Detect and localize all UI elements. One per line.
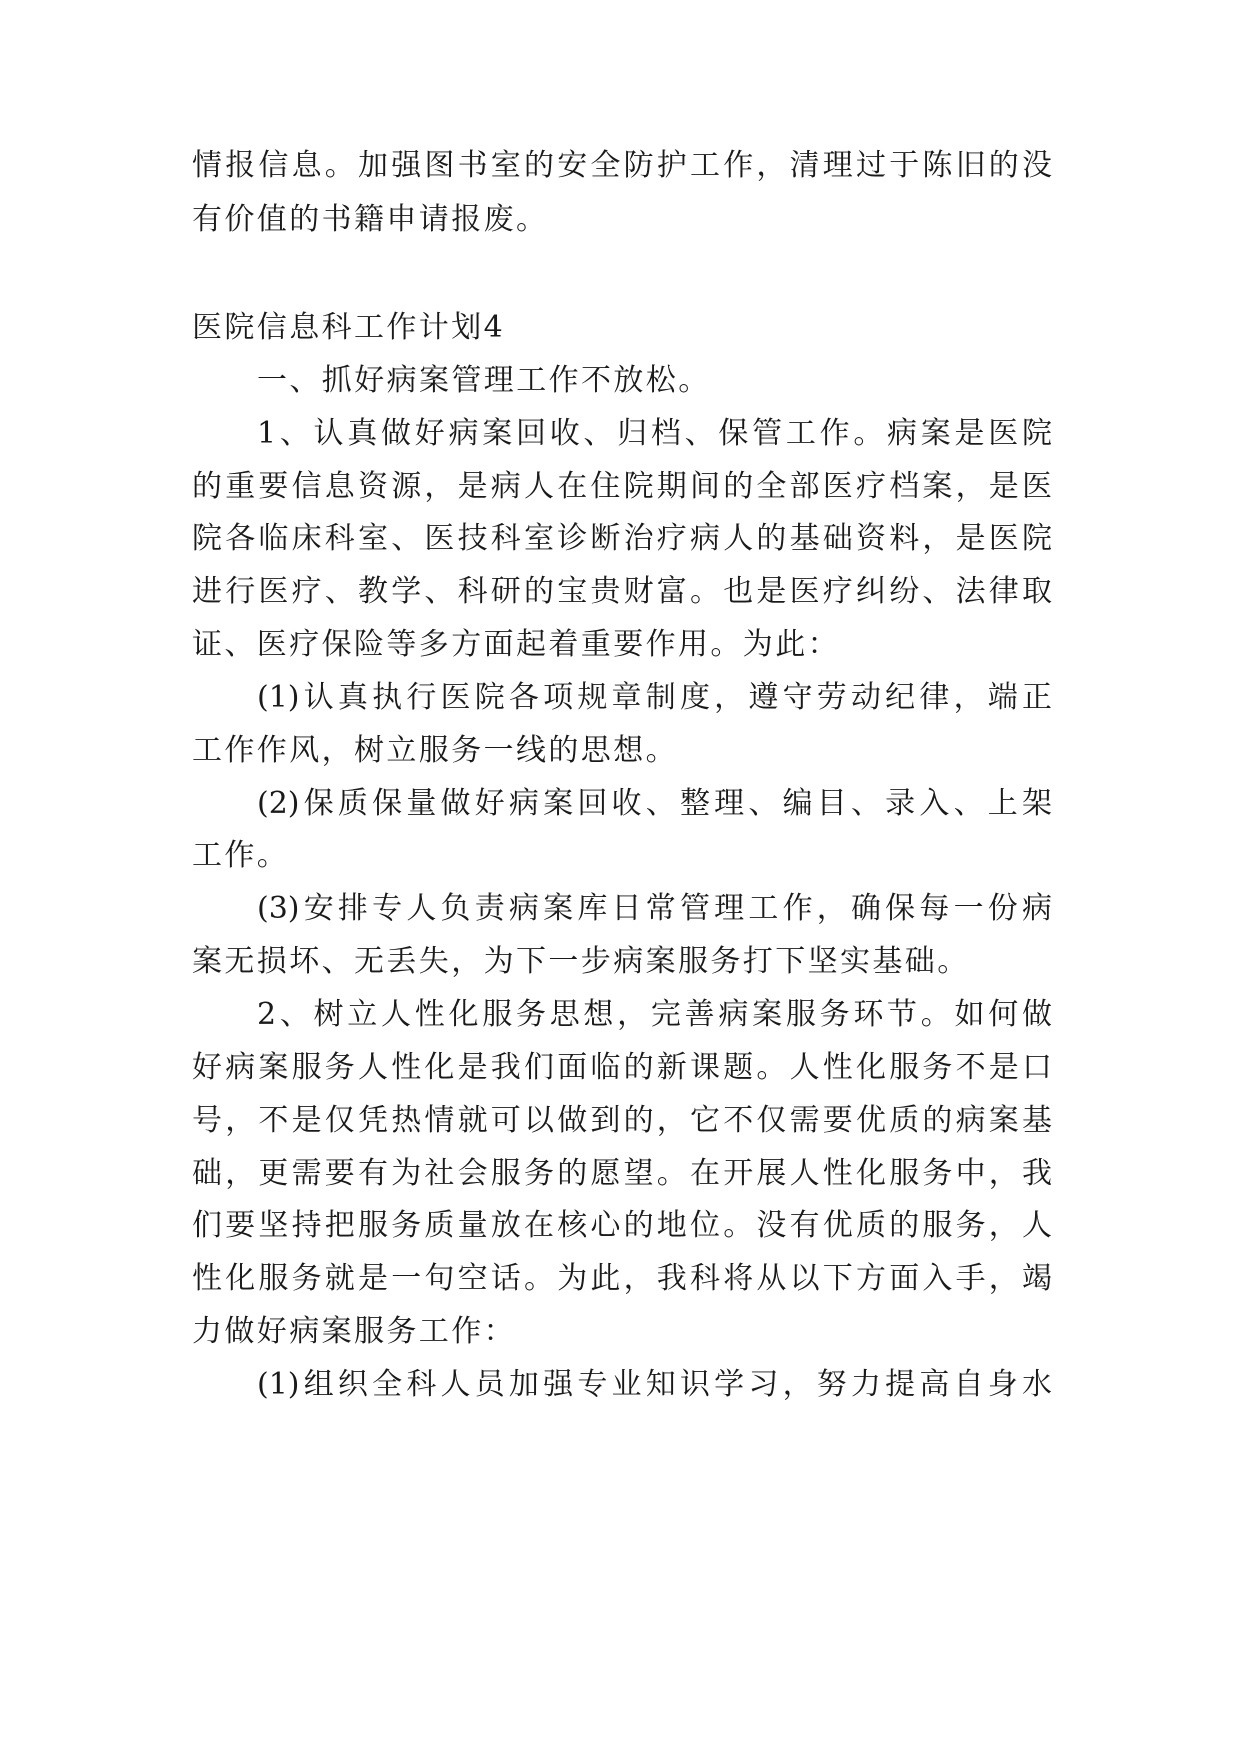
text-line: 性化服务就是一句空话。为此，我科将从以下方面入手，竭 bbox=[192, 1261, 1052, 1296]
text-line: 础，更需要有为社会服务的愿望。在开展人性化服务中，我 bbox=[192, 1156, 1052, 1191]
subheading: 一、抓好病案管理工作不放松。 bbox=[257, 363, 711, 398]
text-line: 院各临床科室、医技科室诊断治疗病人的基础资料，是医院 bbox=[192, 521, 1052, 556]
text-line: 工作作风，树立服务一线的思想。 bbox=[192, 733, 678, 768]
text-line: 有价值的书籍申请报废。 bbox=[192, 202, 549, 237]
text-line: 好病案服务人性化是我们面临的新课题。人性化服务不是口 bbox=[192, 1050, 1052, 1085]
text-line: 1、认真做好病案回收、归档、保管工作。病案是医院 bbox=[257, 416, 1052, 451]
text-line: 们要坚持把服务质量放在核心的地位。没有优质的服务，人 bbox=[192, 1208, 1052, 1243]
text-line: 2、树立人性化服务思想，完善病案服务环节。如何做 bbox=[257, 997, 1052, 1032]
section-heading: 医院信息科工作计划4 bbox=[192, 310, 506, 345]
text-line: (1)组织全科人员加强专业知识学习，努力提高自身水 bbox=[257, 1367, 1052, 1402]
text-line: 力做好病案服务工作： bbox=[192, 1314, 516, 1349]
text-line: 进行医疗、教学、科研的宝贵财富。也是医疗纠纷、法律取 bbox=[192, 574, 1052, 609]
text-line: 的重要信息资源，是病人在住院期间的全部医疗档案，是医 bbox=[192, 469, 1052, 504]
text-line: (3)安排专人负责病案库日常管理工作，确保每一份病 bbox=[257, 891, 1052, 926]
text-line: 工作。 bbox=[192, 838, 290, 873]
text-line: (1)认真执行医院各项规章制度，遵守劳动纪律，端正 bbox=[257, 680, 1052, 715]
text-line: 案无损坏、无丢失，为下一步病案服务打下坚实基础。 bbox=[192, 944, 970, 979]
text-line: 号，不是仅凭热情就可以做到的，它不仅需要优质的病案基 bbox=[192, 1103, 1052, 1138]
text-line: (2)保质保量做好病案回收、整理、编目、录入、上架 bbox=[257, 786, 1052, 821]
text-line: 证、医疗保险等多方面起着重要作用。为此： bbox=[192, 627, 840, 662]
text-line: 情报信息。加强图书室的安全防护工作，清理过于陈旧的没 bbox=[192, 148, 1052, 183]
